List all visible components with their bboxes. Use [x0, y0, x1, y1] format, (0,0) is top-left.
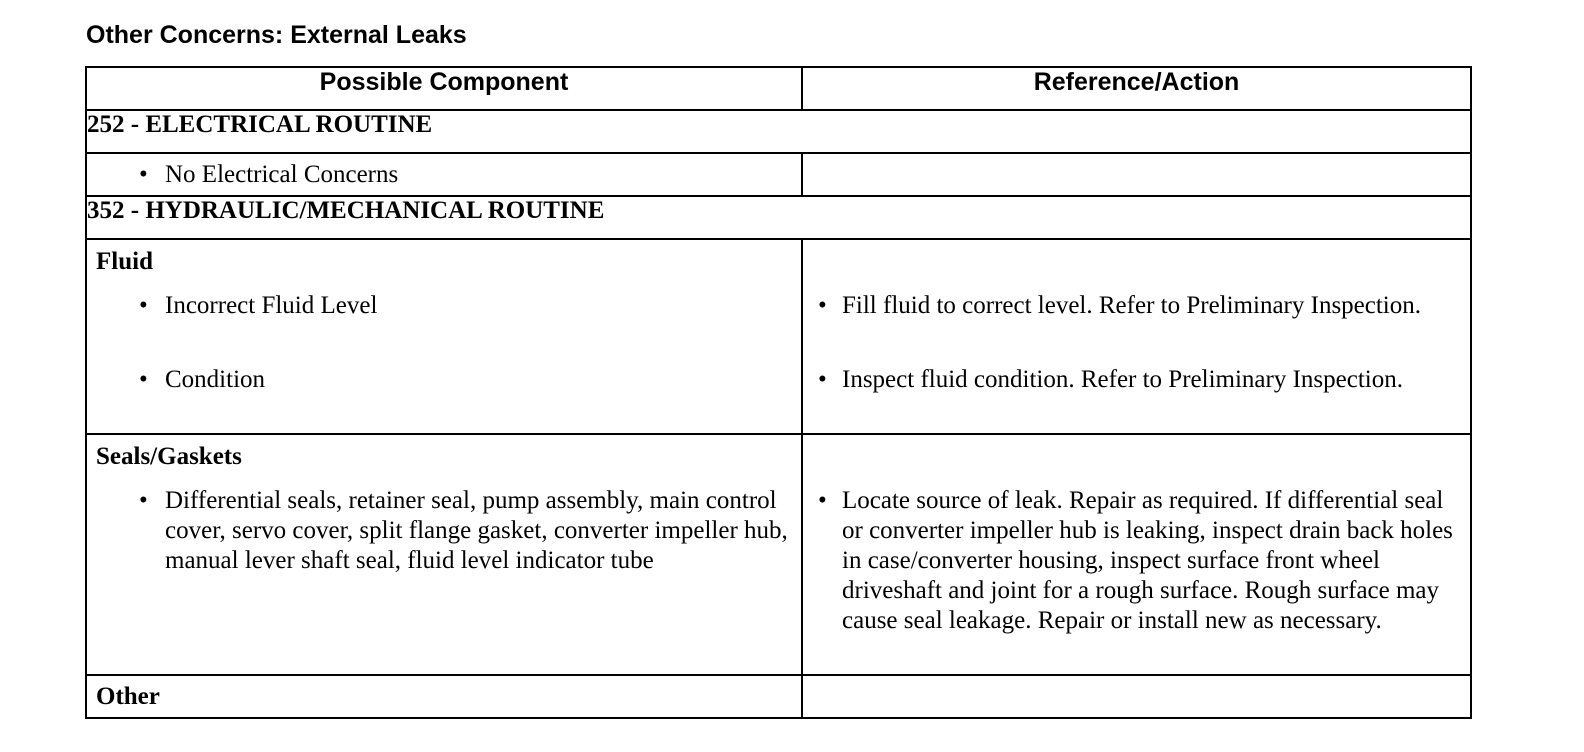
table-row-other [86, 675, 1471, 718]
group-label-seals: Seals/Gaskets [96, 443, 242, 470]
table-row-fluid [86, 239, 1471, 434]
page-title: Other Concerns: External Leaks [86, 21, 467, 49]
action-cell [802, 675, 1471, 718]
action-text: Fill fluid to correct level. Refer to Preliminary Inspection. [842, 292, 1422, 319]
table-row-seals [86, 434, 1471, 675]
table-row [86, 153, 1471, 196]
group-label-other: Other [96, 682, 160, 710]
section-title-hydraulic: 352 - HYDRAULIC/MECHANICAL ROUTINE [86, 196, 1471, 239]
action-cell [802, 434, 1471, 675]
component-text: Differential seals, retainer seal, pump assembly, main control cover, servo cover, split flange gasket, converter impeller hub, manual lever shaft seal, fluid level indicator tube [165, 487, 788, 574]
bullet-icon: • [139, 160, 148, 188]
list-item [87, 486, 801, 666]
list-item [803, 365, 1470, 425]
section-row-electrical [86, 110, 1471, 153]
group-label-fluid: Fluid [96, 248, 153, 275]
action-text: Inspect fluid condition. Refer to Preliminary Inspection. [842, 366, 1403, 393]
component-cell [86, 434, 802, 675]
action-cell [802, 239, 1471, 434]
bullet-icon: • [818, 487, 827, 514]
component-text: Condition [165, 366, 266, 393]
action-cell [802, 153, 1471, 196]
list-item [87, 160, 801, 190]
component-text: No Electrical Concerns [165, 160, 399, 188]
list-item [803, 486, 1470, 666]
list-item [87, 365, 801, 425]
section-title-electrical: 252 - ELECTRICAL ROUTINE [86, 110, 1471, 153]
bullet-icon: • [139, 487, 148, 514]
bullet-icon: • [818, 366, 827, 393]
table-header-row [86, 67, 1471, 110]
section-row-hydraulic [86, 196, 1471, 239]
bullet-icon: • [139, 292, 148, 319]
list-item [803, 291, 1470, 351]
action-text: Locate source of leak. Repair as required. If differential seal or converter impeller hub is leaking, inspect drain back holes in case/converter housing, inspect surface front wheel driveshaft and joint for a rough surface. Rough surface may cause seal leakage. Repair or install new as necessary. [842, 487, 1453, 634]
bullet-icon: • [139, 366, 148, 393]
list-item [87, 291, 801, 351]
bullet-icon: • [818, 292, 827, 319]
component-text: Incorrect Fluid Level [165, 292, 378, 319]
component-cell [86, 153, 802, 196]
diagnosis-table [85, 66, 1472, 719]
component-cell [86, 675, 802, 718]
component-cell [86, 239, 802, 434]
column-header-component: Possible Component [86, 67, 802, 110]
column-header-action: Reference/Action [802, 67, 1471, 110]
